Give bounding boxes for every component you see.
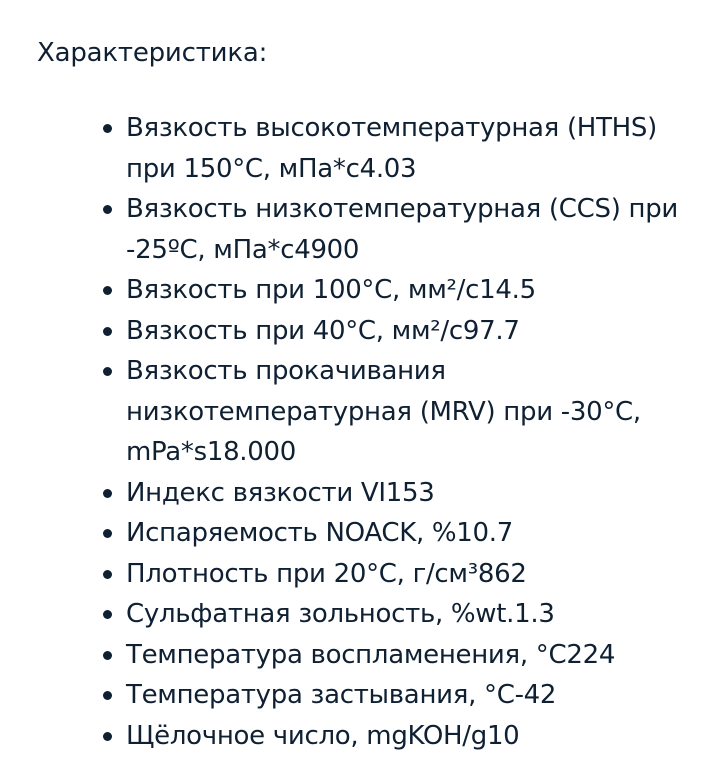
spec-item	[126, 513, 696, 554]
spec-value: 97.7	[462, 315, 520, 346]
spec-name: Щёлочное число, mgKOH/g	[126, 720, 487, 751]
bullet-icon	[103, 205, 112, 214]
spec-item	[126, 473, 696, 514]
spec-value: -42	[514, 680, 557, 710]
bullet-icon	[103, 570, 112, 579]
spec-value: 14.5	[479, 275, 536, 305]
spec-item	[126, 635, 696, 676]
spec-item	[126, 675, 696, 716]
bullet-icon	[103, 124, 112, 133]
spec-value: 1.3	[514, 599, 555, 629]
section-heading: Характеристика:	[37, 38, 268, 68]
spec-name: Испаряемость NOACK, %	[126, 518, 457, 548]
spec-name: Вязкость низкотемпературная (CCS) при -25ºС, мПа*с	[126, 194, 679, 265]
bullet-icon	[103, 327, 112, 336]
spec-value: 224	[566, 639, 616, 670]
spec-name: Температура воспламенения, °С	[126, 639, 567, 670]
spec-item	[126, 189, 696, 270]
bullet-icon	[103, 286, 112, 295]
spec-item	[126, 270, 696, 311]
spec-item	[126, 108, 696, 189]
spec-name: Вязкость высокотемпературная (HTHS) при 150°С, мПа*с	[126, 113, 657, 184]
bullet-icon	[103, 691, 112, 700]
bullet-icon	[103, 529, 112, 538]
spec-item	[126, 716, 696, 757]
spec-item	[126, 351, 696, 473]
spec-name: Вязкость при 100°С, мм²/с	[126, 275, 480, 305]
spec-value: 153	[385, 477, 435, 508]
spec-value: 10	[486, 720, 520, 751]
spec-name: Вязкость прокачивания низкотемпературная (MRV) при -30°С, mPa*s	[126, 356, 641, 467]
spec-item	[126, 554, 696, 595]
spec-name: Индекс вязкости VI	[126, 477, 386, 508]
spec-value: 4900	[294, 234, 360, 265]
spec-value: 10.7	[456, 518, 513, 548]
spec-list	[126, 108, 696, 756]
spec-name: Сульфатная зольность, %wt.	[126, 599, 515, 629]
bullet-icon	[103, 732, 112, 741]
bullet-icon	[103, 651, 112, 660]
spec-name: Вязкость при 40°С, мм²/с	[126, 315, 463, 346]
bullet-icon	[103, 610, 112, 619]
spec-value: 18.000	[206, 437, 297, 467]
bullet-icon	[103, 489, 112, 498]
spec-name: Плотность при 20°С, г/см³	[126, 558, 478, 589]
bullet-icon	[103, 367, 112, 376]
spec-item	[126, 594, 696, 635]
spec-value: 4.03	[359, 153, 417, 184]
spec-item	[126, 311, 696, 352]
spec-name: Температура застывания, °С	[126, 680, 515, 710]
spec-value: 862	[477, 558, 527, 589]
